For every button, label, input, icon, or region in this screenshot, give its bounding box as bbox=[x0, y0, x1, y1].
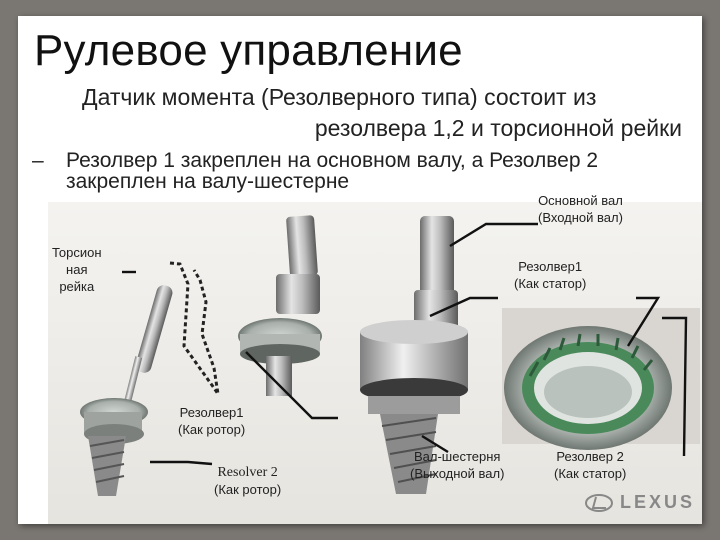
label-resolver2-stator: Резолвер 2 (Как статор) bbox=[554, 449, 627, 481]
label-resolver1-stator: Резолвер1 (Как статор) bbox=[514, 259, 587, 291]
pinion-shaft-middle bbox=[238, 215, 322, 396]
subtitle-line-1: Датчик момента (Резолверного типа) состоит из bbox=[82, 84, 597, 110]
label-resolver1-rotor: Резолвер1 (Как ротор) bbox=[178, 405, 246, 437]
lexus-emblem-icon bbox=[584, 493, 614, 513]
resolver2-stator-image bbox=[502, 308, 700, 450]
leader-resolver2-rotor bbox=[150, 462, 212, 464]
torsion-bar-path-dotted bbox=[170, 263, 218, 394]
lexus-logo bbox=[584, 492, 695, 513]
label-pinion-shaft: Вал-шестерня (Выходной вал) bbox=[410, 449, 505, 481]
subtitle-line-2: резолвера 1,2 и торсионной рейки bbox=[314, 115, 682, 141]
page-title: Рулевое управление bbox=[34, 26, 463, 75]
torsion-bar bbox=[80, 284, 174, 496]
label-resolver2-rotor: Resolver 2 (Как ротор) bbox=[214, 465, 282, 497]
label-main-shaft: Основной вал (Входной вал) bbox=[538, 193, 623, 225]
bullet-line-1: Резолвер 1 закреплен на основном валу, а Резолвер 2 bbox=[66, 149, 599, 172]
label-torsion-bar: Торсион ная рейка bbox=[52, 245, 102, 294]
lexus-logo-text: LEXUS bbox=[620, 492, 696, 512]
leader-main-shaft bbox=[450, 224, 538, 246]
bullet-line-2: закреплен на валу-шестерне bbox=[66, 170, 350, 193]
bullet-dash: – bbox=[32, 149, 44, 172]
slide bbox=[18, 16, 702, 524]
